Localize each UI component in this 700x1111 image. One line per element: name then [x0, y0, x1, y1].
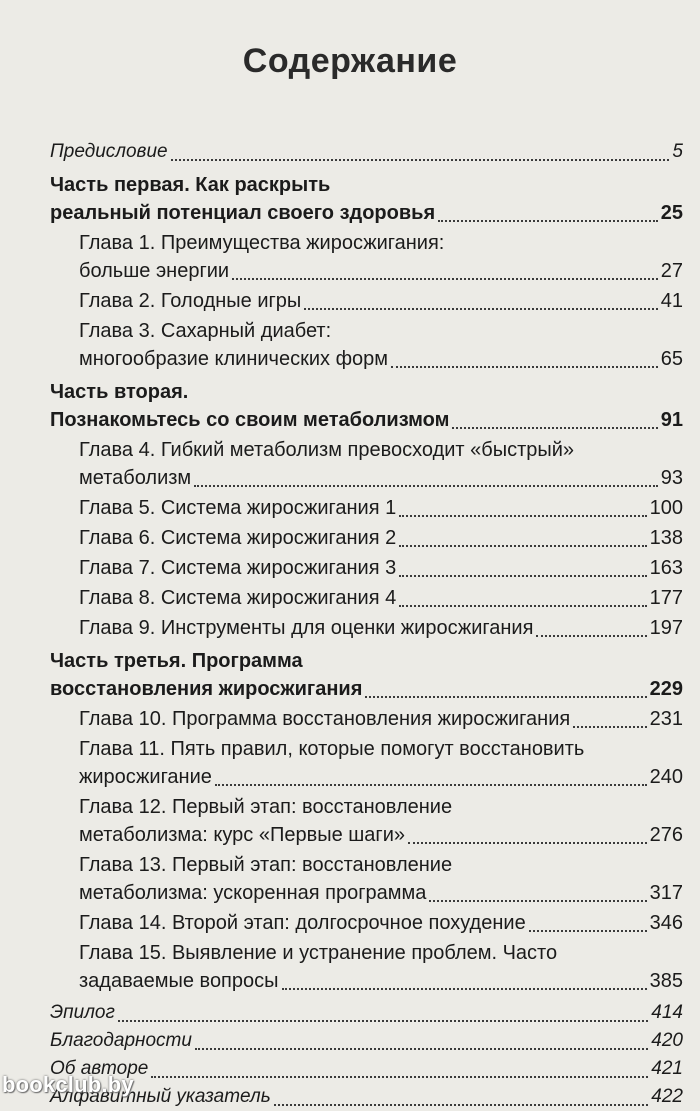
page-number: 276 — [649, 824, 683, 846]
toc-chapter — [50, 524, 683, 552]
page-number: 421 — [651, 1058, 683, 1079]
toc-chapter-title-line: Глава 9. Инструменты для оценки жиросжигания — [79, 617, 534, 639]
toc-chapter — [50, 436, 683, 492]
toc-chapter — [50, 909, 683, 937]
toc-chapter-title-row — [79, 554, 683, 582]
toc-chapter — [50, 705, 683, 733]
page-number: 420 — [651, 1030, 683, 1051]
toc-chapter-title-line: Глава 14. Второй этап: долгосрочное похудение — [79, 912, 526, 934]
toc-chapter-title-row — [79, 909, 683, 937]
dot-leader — [391, 366, 658, 368]
toc-part-title-line: Часть третья. Программа — [50, 650, 303, 672]
page-number: 100 — [649, 497, 683, 519]
toc-chapter-title-row — [79, 821, 683, 849]
toc-chapter — [50, 851, 683, 907]
toc-chapter-title-line: Глава 10. Программа восстановления жиросжигания — [79, 708, 571, 730]
toc-chapter-title-row — [79, 257, 683, 285]
toc-chapter-title-line: Глава 12. Первый этап: восстановление — [79, 796, 453, 818]
toc-chapter-title-row — [79, 345, 683, 373]
toc-chapter-title-line: Глава 8. Система жиросжигания 4 — [79, 587, 397, 609]
watermark: bookclub.by — [2, 1072, 134, 1097]
page-number: 5 — [672, 141, 683, 162]
page-number: 91 — [660, 409, 683, 431]
toc-chapter-title-line: Глава 2. Голодные игры — [79, 290, 302, 312]
dot-leader — [215, 784, 647, 786]
toc-entry-row — [50, 1055, 683, 1083]
toc-chapter-title-line: Глава 3. Сахарный диабет: — [79, 320, 332, 342]
toc-entry-title: Предисловие — [50, 141, 168, 162]
dot-leader — [274, 1104, 649, 1106]
toc-chapter-title-line: многообразие клинических форм — [79, 348, 389, 370]
toc-chapter-title-row — [79, 584, 683, 612]
toc-entry-back — [50, 1027, 683, 1055]
dot-leader — [399, 545, 646, 547]
dot-leader — [195, 1048, 648, 1050]
toc-chapter-title-row — [79, 464, 683, 492]
toc-chapter — [50, 494, 683, 522]
toc-chapter-title-row — [79, 287, 683, 315]
toc-entry-row — [50, 1083, 683, 1111]
toc-chapter-title-row — [79, 524, 683, 552]
toc-chapter-title-row — [79, 614, 683, 642]
toc-chapter-title-row — [79, 763, 683, 791]
toc-entry-title: Эпилог — [50, 1002, 115, 1023]
toc-part-title-row — [50, 675, 683, 703]
toc-chapter-title-line: Глава 11. Пять правил, которые помогут восстановить — [79, 738, 585, 760]
toc-part-title-line: восстановления жиросжигания — [50, 678, 363, 700]
toc-entry-front — [50, 138, 683, 166]
dot-leader — [573, 726, 646, 728]
toc-part-title-line: реальный потенциал своего здоровья — [50, 202, 436, 224]
toc-chapter-title-row — [79, 494, 683, 522]
toc-entry-row — [50, 1027, 683, 1055]
page-number: 231 — [649, 708, 683, 730]
toc-chapter — [50, 317, 683, 373]
page-number: 41 — [660, 290, 683, 312]
page-number: 65 — [660, 348, 683, 370]
toc-entry-title: Благодарности — [50, 1030, 192, 1051]
dot-leader — [171, 159, 670, 161]
toc-chapter — [50, 735, 683, 791]
dot-leader — [232, 278, 658, 280]
toc-entry-row — [50, 138, 683, 166]
toc-chapter-title-row — [79, 967, 683, 995]
page-number: 93 — [660, 467, 683, 489]
toc-chapter — [50, 287, 683, 315]
toc-chapter — [50, 229, 683, 285]
dot-leader — [429, 900, 646, 902]
toc-entry-row — [50, 999, 683, 1027]
toc-chapter-title-line: больше энергии — [79, 260, 230, 282]
dot-leader — [452, 427, 657, 429]
page-number: 346 — [649, 912, 683, 934]
page-number: 414 — [651, 1002, 683, 1023]
toc-entry-back — [50, 1083, 683, 1111]
toc-chapter-title-line: Глава 15. Выявление и устранение проблем. Часто — [79, 942, 558, 964]
toc-chapter-title-line: задаваемые вопросы — [79, 970, 279, 992]
page-number: 317 — [649, 882, 683, 904]
toc-entry-back — [50, 999, 683, 1027]
dot-leader — [529, 930, 647, 932]
toc-chapter-title-line: Глава 1. Преимущества жиросжигания: — [79, 232, 445, 254]
dot-leader — [304, 308, 657, 310]
table-of-contents — [50, 138, 683, 1111]
page-number: 177 — [649, 587, 683, 609]
toc-part-title-row — [50, 199, 683, 227]
dot-leader — [536, 635, 646, 637]
toc-entry-title: Об авторе — [50, 1058, 149, 1079]
dot-leader — [118, 1020, 648, 1022]
toc-part — [50, 378, 683, 434]
page-title: Содержание — [242, 42, 458, 80]
dot-leader — [399, 515, 646, 517]
toc-chapter-title-row — [79, 879, 683, 907]
toc-chapter-title-line: жиросжигание — [79, 766, 212, 788]
toc-chapter — [50, 584, 683, 612]
toc-chapter-title-line: Глава 13. Первый этап: восстановление — [79, 854, 453, 876]
dot-leader — [408, 842, 647, 844]
toc-part-title-line: Познакомьтесь со своим метаболизмом — [50, 409, 450, 431]
toc-chapter-title-line: метаболизма: ускоренная программа — [79, 882, 427, 904]
toc-chapter-title-line: Глава 6. Система жиросжигания 2 — [79, 527, 397, 549]
toc-chapter-title-line: метаболизма: курс «Первые шаги» — [79, 824, 406, 846]
dot-leader — [151, 1076, 648, 1078]
toc-entry-title: Алфавитный указатель — [50, 1086, 271, 1107]
toc-part — [50, 647, 683, 703]
dot-leader — [399, 605, 646, 607]
page-number: 25 — [660, 202, 683, 224]
page-number: 197 — [649, 617, 683, 639]
toc-chapter-title-line: Глава 4. Гибкий метаболизм превосходит «быстрый» — [79, 439, 575, 461]
toc-part-title-line: Часть первая. Как раскрыть — [50, 174, 331, 196]
page-number: 229 — [649, 678, 683, 700]
dot-leader — [438, 220, 658, 222]
toc-chapter — [50, 793, 683, 849]
dot-leader — [399, 575, 646, 577]
toc-chapter-title-line: Глава 7. Система жиросжигания 3 — [79, 557, 397, 579]
dot-leader — [365, 696, 646, 698]
toc-chapter — [50, 554, 683, 582]
toc-chapter-title-line: метаболизм — [79, 467, 192, 489]
page-number: 385 — [649, 970, 683, 992]
page-number: 138 — [649, 527, 683, 549]
toc-chapter-title-row — [79, 705, 683, 733]
toc-chapter — [50, 614, 683, 642]
toc-part-title-row — [50, 406, 683, 434]
page-number: 422 — [651, 1086, 683, 1107]
toc-part — [50, 171, 683, 227]
toc-part-title-line: Часть вторая. — [50, 381, 189, 403]
dot-leader — [194, 485, 658, 487]
toc-chapter-title-line: Глава 5. Система жиросжигания 1 — [79, 497, 397, 519]
toc-entry-back — [50, 1055, 683, 1083]
page-number: 240 — [649, 766, 683, 788]
page-number: 27 — [660, 260, 683, 282]
page-number: 163 — [649, 557, 683, 579]
dot-leader — [282, 988, 647, 990]
toc-chapter — [50, 939, 683, 995]
